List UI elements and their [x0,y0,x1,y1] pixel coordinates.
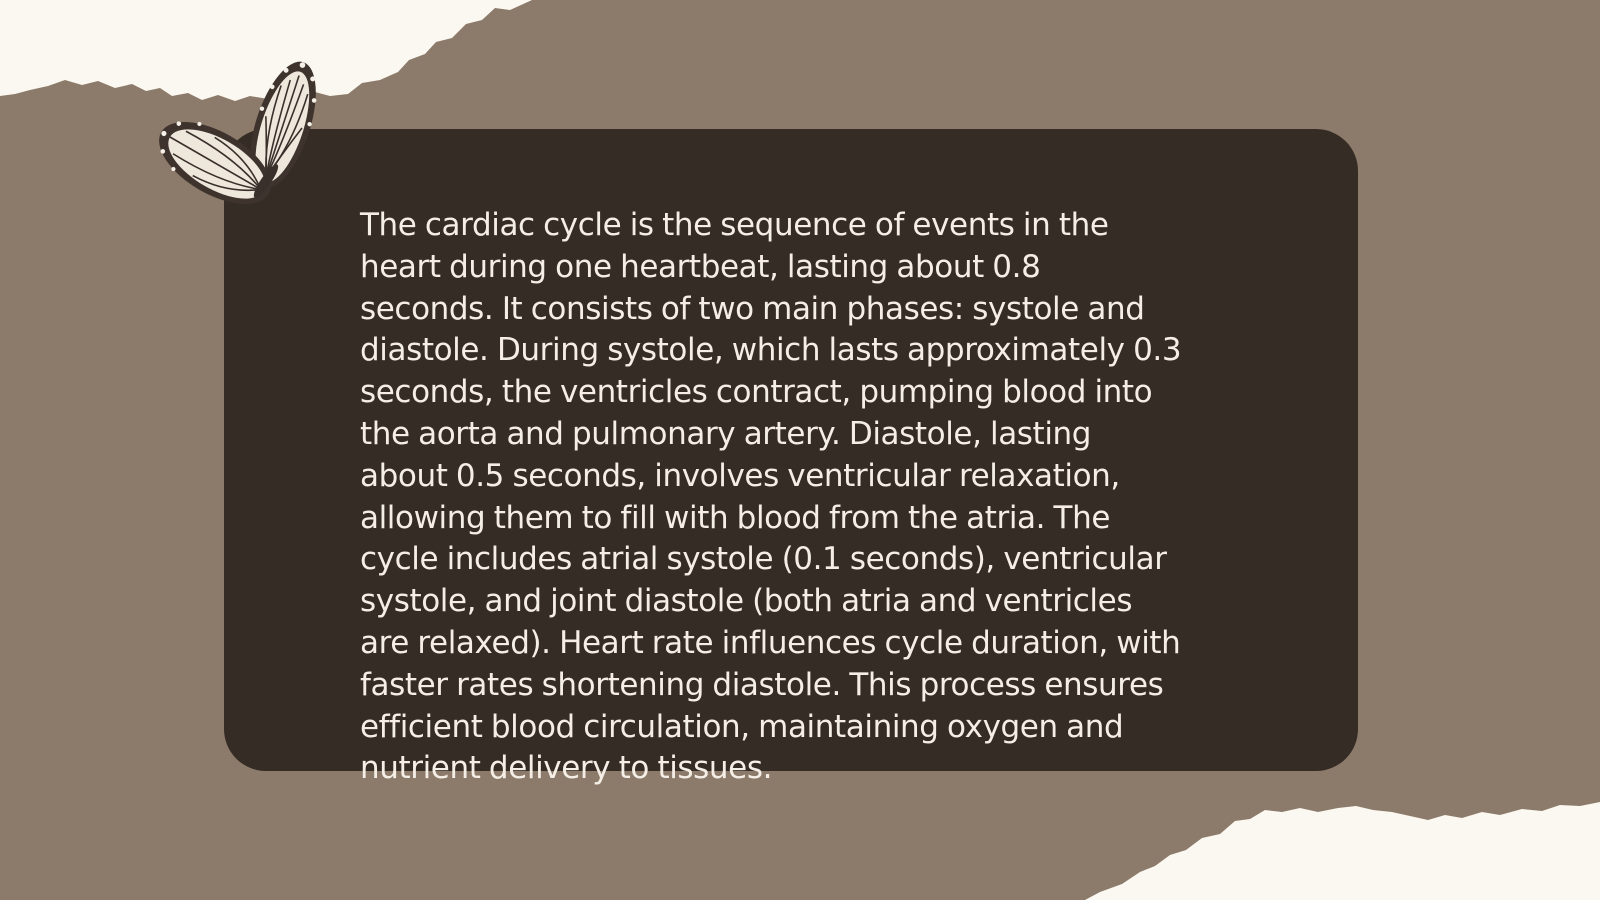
butterfly-icon [130,30,350,230]
cardiac-cycle-paragraph: The cardiac cycle is the sequence of events in the heart during one heartbeat, lasting about 0.8 seconds. It consists of two main phases: systole and diastole. During systole, which lasts approximately 0.3 seconds, the ventricles contract, pumping blood into the aorta and pulmonary artery. Diastole, lasting about 0.5 seconds, involves ventricular relaxation, allowing them to fill with blood from the atria. The cycle includes atrial systole (0.1 seconds), ventricular systole, and joint diastole (both atria and ventricles are relaxed). Heart rate influences cycle duration, with faster rates shortening diastole. This process ensures efficient blood circulation, maintaining oxygen and nutrient delivery to tissues. [360,207,1182,787]
torn-paper-bottom-right [1085,802,1600,900]
